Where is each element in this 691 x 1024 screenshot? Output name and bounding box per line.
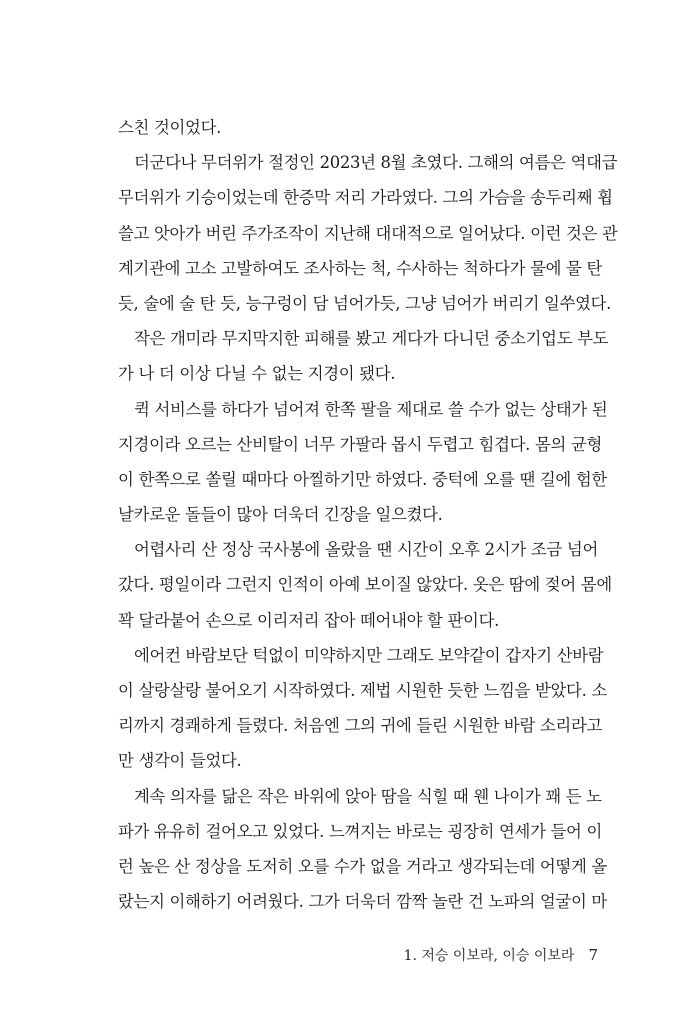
text-line: 어렵사리 산 정상 국사봉에 올랐을 땐 시간이 오후 2시가 조금 넘어 — [134, 540, 598, 560]
paragraph — [118, 392, 608, 533]
text-line: 쓸고 앗아가 버린 주가조작이 지난해 대대적으로 일어났다. 이런 것은 관 — [118, 223, 618, 243]
text-line: 계기관에 고소 고발하여도 조사하는 척, 수사하는 척하다가 물에 물 탄 — [118, 258, 603, 278]
paragraph — [118, 110, 598, 145]
text-line: 리까지 경쾌하게 들렸다. 처음엔 그의 귀에 들린 시원한 바람 소리라고 — [118, 716, 603, 736]
paragraph — [118, 532, 612, 638]
text-line: 꽉 달라붙어 손으로 이리저리 잡아 떼어내야 할 판이다. — [118, 610, 500, 630]
paragraph — [118, 638, 607, 779]
paragraph — [118, 321, 609, 391]
text-line: 랐는지 이해하기 어려웠다. 그가 더욱더 깜짝 놀란 건 노파의 얼굴이 마 — [118, 892, 607, 912]
text-line: 더군다나 무더위가 절정인 2023년 8월 초였다. 그해의 여름은 역대급 — [134, 153, 618, 173]
text-line: 스친 것이었다. — [118, 118, 222, 137]
text-line: 무더위가 기승이었는데 한증막 저리 가라였다. 그의 가슴을 송두리째 휩 — [118, 188, 613, 208]
text-line: 만 생각이 들었다. — [118, 751, 242, 771]
text-line: 런 높은 산 정상을 도저히 오를 수가 없을 거라고 생각되는데 어떻게 올 — [118, 856, 607, 876]
text-line: 퀵 서비스를 하다가 넘어져 한쪽 팔을 제대로 쓸 수가 없는 상태가 된 — [134, 399, 608, 419]
text-line: 갔다. 평일이라 그런지 인적이 아예 보이질 않았다. 옷은 땀에 젖어 몸에 — [118, 575, 612, 595]
text-line: 계속 의자를 닮은 작은 바위에 앉아 땀을 식힐 때 웬 나이가 꽤 든 노 — [134, 786, 602, 806]
paragraph — [118, 145, 618, 321]
text-line: 작은 개미라 무지막지한 피해를 봤고 게다가 다니던 중소기업도 부도 — [134, 329, 609, 349]
text-line: 날카로운 돌들이 많아 더욱더 긴장을 일으켰다. — [118, 505, 443, 525]
text-line: 이 한쪽으로 쏠릴 때마다 아찔하기만 하였다. 중턱에 오를 땐 길에 험한 — [118, 469, 607, 489]
text-line: 이 살랑살랑 불어오기 시작하였다. 제법 시원한 듯한 느낌을 받았다. 소 — [118, 681, 607, 700]
text-line: 에어컨 바람보단 턱없이 미약하지만 그래도 보약같이 갑자기 산바람 — [134, 645, 604, 665]
text-line: 가 나 더 이상 다닐 수 없는 지경이 됐다. — [118, 364, 396, 384]
running-chapter-title: 1. 저승 이보라, 이승 이보라 — [403, 948, 575, 964]
page-body — [118, 110, 618, 919]
page-number: 7 — [588, 946, 598, 964]
text-line: 듯, 술에 술 탄 듯, 능구렁이 담 넘어가듯, 그냥 넘어가 버리기 일쑤였다. — [118, 293, 612, 313]
page-footer — [404, 945, 598, 965]
paragraph — [118, 779, 607, 920]
text-line: 지경이라 오르는 산비탈이 너무 가팔라 몹시 두렵고 힘겹다. 몸의 균형 — [118, 434, 603, 454]
text-line: 파가 유유히 걸어오고 있었다. 느껴지는 바로는 굉장히 연세가 들어 이 — [118, 821, 603, 841]
